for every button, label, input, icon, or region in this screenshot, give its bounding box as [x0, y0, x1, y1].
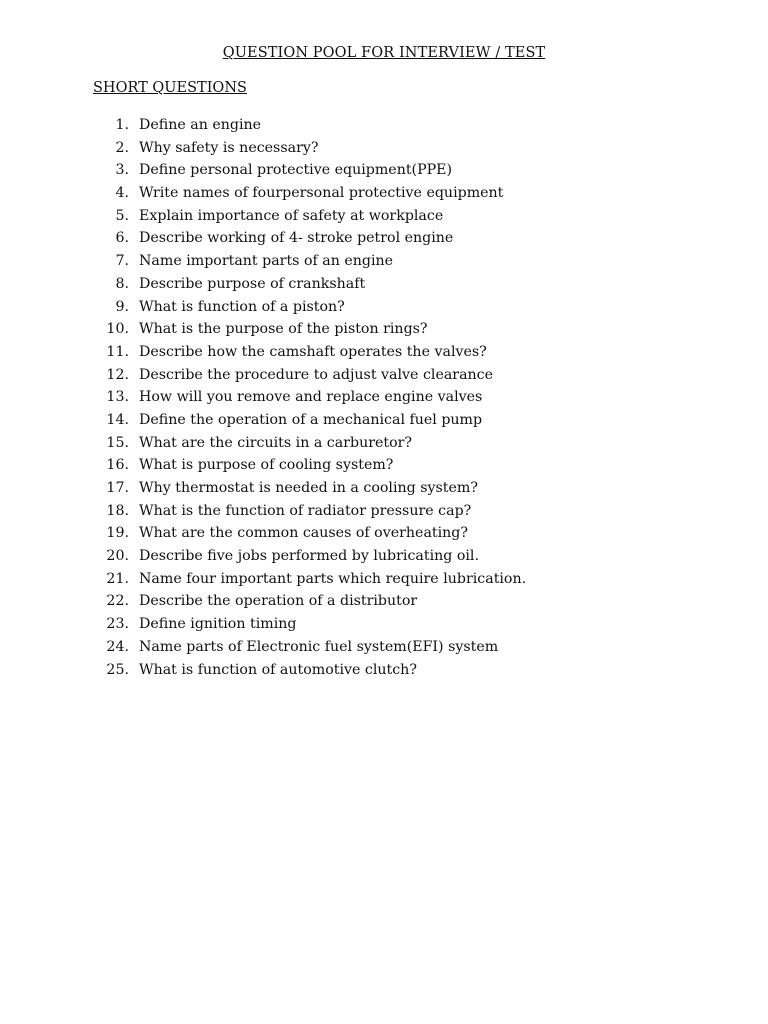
question-number: 23.: [106, 616, 129, 633]
question-number: 20.: [106, 548, 129, 565]
question-number: 9.: [115, 298, 129, 315]
question-text: Why thermostat is needed in a cooling system?: [139, 480, 478, 496]
question-text: What is the function of radiator pressure cap?: [139, 502, 472, 519]
question-number: 1.: [115, 117, 129, 133]
question-number: 18.: [106, 502, 129, 519]
document-title: QUESTION POOL FOR INTERVIEW / TEST: [222, 45, 546, 61]
question-text: Name important parts of an engine: [139, 253, 394, 270]
question-text: Define personal protective equipment(PPE): [139, 162, 453, 179]
question-text: Describe five jobs performed by lubricating oil.: [139, 548, 479, 565]
question-number: 13.: [106, 389, 129, 406]
question-number: 5.: [115, 207, 129, 224]
question-text: Describe purpose of crankshaft: [139, 275, 366, 292]
question-number: 19.: [106, 525, 129, 542]
question-text: Describe how the camshaft operates the valves?: [139, 343, 487, 360]
question-number: 6.: [115, 230, 129, 247]
question-text: What is purpose of cooling system?: [139, 457, 394, 474]
question-text: Describe working of 4- stroke petrol engine: [139, 230, 454, 247]
question-text: What is the purpose of the piston rings?: [139, 321, 428, 338]
question-number: 11.: [106, 343, 129, 360]
question-text: How will you remove and replace engine valves: [139, 389, 483, 406]
question-text: Write names of fourpersonal protective equipment: [139, 185, 504, 202]
question-text: Explain importance of safety at workplace: [139, 207, 444, 224]
question-number: 12.: [106, 366, 129, 383]
question-number: 16.: [106, 457, 129, 474]
question-text: Define an engine: [139, 117, 262, 133]
question-text: Name four important parts which require lubrication.: [139, 570, 527, 587]
question-number: 25.: [106, 661, 129, 678]
question-number: 24.: [106, 638, 129, 655]
question-number: 21.: [106, 570, 129, 587]
question-number: 4.: [115, 185, 129, 202]
question-number: 2.: [115, 139, 129, 156]
question-number: 8.: [115, 275, 129, 292]
question-number: 10.: [106, 321, 129, 338]
question-number: 15.: [106, 434, 129, 451]
question-text: Define the operation of a mechanical fuel pump: [139, 411, 483, 428]
question-text: What is function of automotive clutch?: [139, 661, 417, 678]
question-text: What are the circuits in a carburetor?: [139, 434, 413, 451]
question-number: 17.: [106, 480, 129, 496]
section-heading: SHORT QUESTIONS: [93, 80, 247, 96]
question-text: Why safety is necessary?: [139, 139, 319, 156]
question-text: Describe the operation of a distributor: [139, 593, 418, 610]
question-number: 7.: [115, 253, 129, 270]
question-text: What is function of a piston?: [139, 298, 345, 315]
question-number: 14.: [106, 411, 129, 428]
question-text: Name parts of Electronic fuel system(EFI) system: [139, 638, 499, 655]
question-number: 3.: [115, 162, 129, 179]
question-text: Define ignition timing: [139, 616, 297, 633]
question-text: Describe the procedure to adjust valve clearance: [139, 366, 494, 383]
question-number: 22.: [106, 593, 129, 610]
question-text: What are the common causes of overheating?: [139, 525, 468, 542]
